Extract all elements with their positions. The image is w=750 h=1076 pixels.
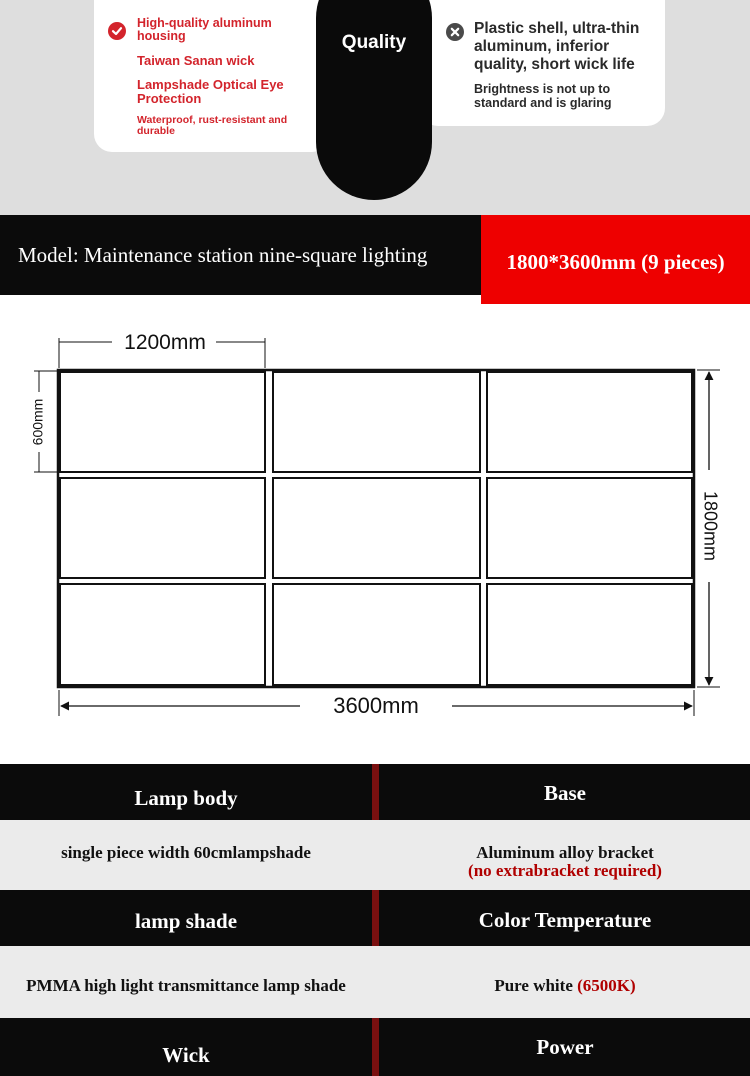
quality-comparison [0, 0, 750, 215]
good-feature-housing: High-quality aluminum housing [137, 16, 272, 44]
spec-header-row-2 [0, 890, 750, 946]
color-temperature-note: (6500K) [577, 976, 636, 995]
panel-2 [273, 372, 480, 472]
spec-value-row-2 [0, 946, 750, 1018]
color-temperature-value [380, 946, 750, 1026]
poor-feature-shell: Plastic shell, ultra-thin aluminum, inferior quality, short wick life [474, 20, 640, 73]
lamp-shade-value: PMMA high light transmittance lamp shade [26, 976, 346, 995]
panel-9 [487, 584, 692, 685]
spec-header-row-3 [0, 1018, 750, 1076]
lamp-body-value: single piece width 60cmlampshade [61, 843, 311, 862]
model-banner: Model: Maintenance station nine-square lighting [0, 215, 481, 295]
good-feature-waterproof: Waterproof, rust-resistant and durable [137, 114, 288, 138]
panel-grid [60, 372, 692, 685]
panel-height-label: 600mm [29, 398, 46, 446]
color-temperature-header: Color Temperature [478, 908, 652, 932]
panel-8 [273, 584, 480, 685]
panel-7 [60, 584, 265, 685]
x-circle-icon [446, 23, 464, 41]
color-temperature-main: Pure white [494, 976, 573, 995]
panel-3 [487, 372, 692, 472]
panel-4 [60, 478, 265, 578]
base-value [380, 844, 750, 880]
dimension-diagram [0, 320, 750, 740]
model-size-badge: 1800*3600mm (9 pieces) [481, 215, 750, 304]
base-header: Base [544, 781, 586, 805]
panel-width-label: 1200mm [124, 331, 206, 354]
lamp-shade-header: lamp shade [134, 909, 238, 933]
panel-5 [273, 478, 480, 578]
base-value-note: (no extrabracket required) [468, 861, 662, 880]
poor-feature-brightness: Brightness is not up to standard and is glaring [474, 82, 612, 111]
column-divider [372, 1018, 379, 1076]
lamp-body-header: Lamp body [134, 786, 238, 810]
panel-1 [60, 372, 265, 472]
total-width-label: 3600mm [333, 693, 419, 718]
quality-label: Quality [341, 32, 407, 53]
spec-header-row-1 [0, 764, 750, 820]
good-feature-lampshade: Lampshade Optical Eye Protection [137, 77, 284, 106]
quality-pill [316, 0, 432, 200]
total-height-label: 1800mm [700, 490, 721, 562]
column-divider [372, 890, 379, 946]
base-value-main: Aluminum alloy bracket [476, 843, 654, 862]
power-header: Power [536, 1035, 594, 1059]
check-circle-icon [108, 22, 126, 40]
column-divider [372, 764, 379, 820]
good-feature-wick: Taiwan Sanan wick [137, 53, 255, 68]
spec-value-row-1 [0, 820, 750, 890]
wick-header: Wick [162, 1043, 210, 1067]
panel-6 [487, 478, 692, 578]
